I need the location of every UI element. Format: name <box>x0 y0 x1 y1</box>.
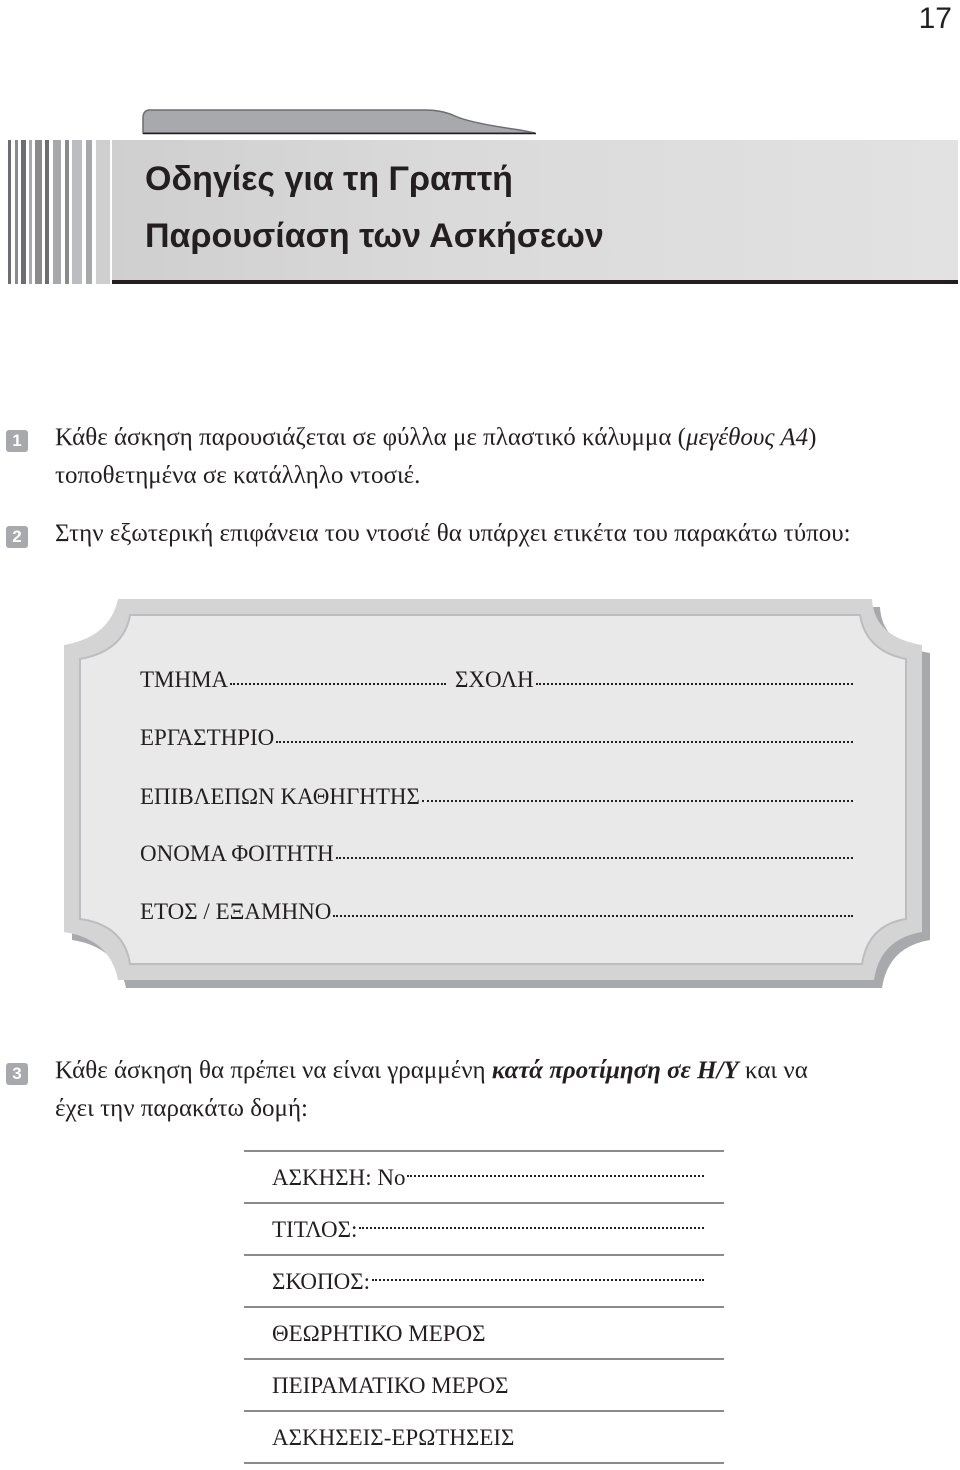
header-underline <box>112 280 958 284</box>
item-number-badge: 2 <box>6 526 28 548</box>
fill-in-dots <box>336 857 853 859</box>
fill-in-dots <box>359 1227 704 1229</box>
table-row <box>244 1258 724 1308</box>
table-row <box>244 1414 724 1464</box>
table-row-text: ΣΚΟΠΟΣ: <box>272 1269 371 1294</box>
item-1-line-2: τοποθετημένα σε κατάλληλο ντοσιέ. <box>55 462 421 489</box>
structure-table <box>244 1150 724 1466</box>
label-laboratory-row <box>140 725 853 751</box>
item-number-badge: 3 <box>6 1063 28 1085</box>
label-student-name-text: ΟΝΟΜΑ ΦΟΙΤΗΤΗ <box>140 841 334 866</box>
fill-in-dots <box>536 683 853 685</box>
page-title-line-1: Οδηγίες για τη Γραπτή <box>145 160 513 198</box>
item-3-line-1: Κάθε άσκηση θα πρέπει να είναι γραμμένη κατά προτίμηση σε Η/Υ και να <box>55 1057 808 1084</box>
fill-in-dots <box>407 1175 704 1177</box>
label-department-text: ΤΜΗΜΑ <box>140 667 229 692</box>
table-row <box>244 1206 724 1256</box>
item-3-line-2: έχει την παρακάτω δομή: <box>55 1095 308 1122</box>
item-2-line-1: Στην εξωτερική επιφάνεια του ντοσιέ θα υπάρχει ετικέτα του παρακάτω τύπου: <box>55 520 851 547</box>
header-tab-decoration <box>0 0 960 140</box>
table-row-text: ΤΙΤΛΟΣ: <box>272 1217 358 1242</box>
label-year-semester-row <box>140 899 853 925</box>
item-1-line-1: Κάθε άσκηση παρουσιάζεται σε φύλλα με πλαστικό κάλυμμα (μεγέθους Α4) <box>55 424 817 451</box>
label-student-name-row <box>140 841 853 867</box>
label-supervisor-text: ΕΠΙΒΛΕΠΩΝ ΚΑΘΗΓΗΤΗΣ <box>140 784 420 809</box>
fill-in-dots <box>372 1279 704 1281</box>
table-row <box>244 1154 724 1204</box>
fill-in-dots <box>422 800 853 802</box>
table-row-text: ΑΣΚΗΣΗ: Νο <box>272 1165 406 1190</box>
label-department-row <box>140 667 446 693</box>
page-title-line-2: Παρουσίαση των Ασκήσεων <box>145 217 604 255</box>
fill-in-dots <box>230 683 446 685</box>
label-supervisor-row <box>140 784 853 810</box>
fill-in-dots <box>276 741 853 743</box>
label-year-semester-text: ΕΤΟΣ / ΕΞΑΜΗΝΟ <box>140 899 332 924</box>
table-row-text: ΘΕΩΡΗΤΙΚΟ ΜΕΡΟΣ <box>272 1321 486 1346</box>
table-row-text: ΑΣΚΗΣΕΙΣ-ΕΡΩΤΗΣΕΙΣ <box>272 1425 515 1450</box>
page-number: 17 <box>918 2 952 35</box>
label-school-text: ΣΧΟΛΗ <box>455 667 534 692</box>
header-stripes-decoration <box>8 140 112 284</box>
table-row <box>244 1310 724 1360</box>
item-number-badge: 1 <box>6 430 28 452</box>
table-row <box>244 1362 724 1412</box>
label-laboratory-text: ΕΡΓΑΣΤΗΡΙΟ <box>140 725 275 750</box>
table-row-text: ΠΕΙΡΑΜΑΤΙΚΟ ΜΕΡΟΣ <box>272 1373 509 1398</box>
label-school-row <box>455 667 853 693</box>
fill-in-dots <box>333 915 853 917</box>
